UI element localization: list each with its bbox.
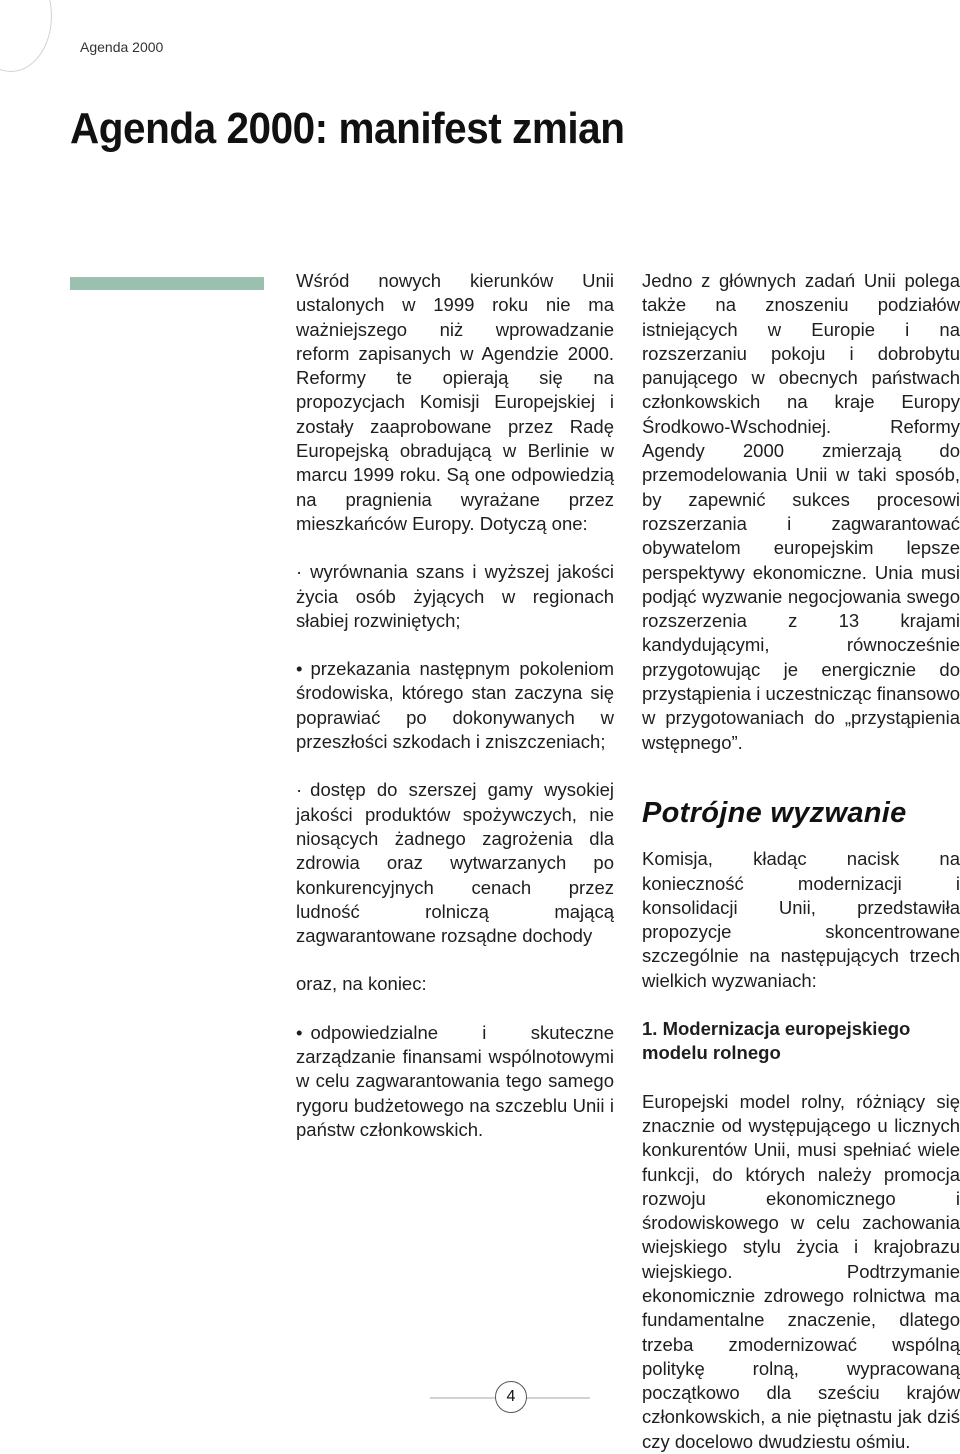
section-intro: Komisja, kładąc nacisk na konieczność modernizacji i konsolidacji Unii, przedstawiła propozycje skoncentrowane szczególnie na następujących trzech wielkich wyzwaniach: (642, 848, 960, 991)
bullet-item: · dostęp do szerszej gamy wysokiej jakości produktów spożywczych, nie niosących żadnego zagrożenia dla zdrowia oraz wytwarzanych po konkurencyjnych cenach przez ludność rolniczą mającą zagwarantowane rozsądne dochody (296, 779, 614, 947)
intro-paragraph: Wśród nowych kierunków Unii ustalonych w 1999 roku nie ma ważniejszego niż wprowadzanie reform zapisanych w Agendzie 2000. Reformy te opierają się na propozycjach Komisji Europejskiej i zostały zaaprobowane przez Radę Europejską obradującą w Berlinie w marcu 1999 roku. Są one odpowiedzią na pragnienia wyrażane przez mieszkańców Europy. Dotyczą one: (296, 270, 614, 534)
bullet-item: • przekazania następnym pokoleniom środowiska, którego stan zaczyna się poprawiać po dokonywanych w przeszłości szkodach i zniszczeniach; (296, 658, 614, 753)
bullet-item: · wyrównania szans i wyższej jakości życia osób żyjących w regionach słabiej rozwiniętych; (296, 561, 614, 631)
subheading: 1. Modernizacja europejskiego modelu rolnego (642, 1018, 911, 1064)
page-title: Agenda 2000: manifest zmian (70, 104, 625, 153)
running-header: Agenda 2000 (80, 39, 164, 55)
bullet-dot-icon: • (296, 658, 303, 680)
right-column (642, 269, 960, 1454)
accent-bar (70, 277, 264, 290)
section-heading: Potrójne wyzwanie (642, 796, 907, 829)
connector-text: oraz, na koniec: (296, 973, 427, 995)
bullet-dot-icon: · (296, 561, 303, 583)
bullet-dot-icon: • (296, 1021, 303, 1043)
left-column (296, 269, 614, 1142)
bullet-dot-icon: · (296, 779, 303, 801)
corner-decoration-arc (0, 0, 52, 72)
enlargement-paragraph: Jedno z głównych zadań Unii polega także na znoszeniu podziałów istniejących w Europie i na rozszerzaniu pokoju i dobrobytu panującego w obecnych państwach członkowskich na kraje Europy Środkowo-Wschodniej. Reformy Agendy 2000 zmierzają do przemodelowania Unii w taki sposób, by zapewnić sukces procesowi rozszerzania i zagwarantować obywatelom europejskim lepsze perspektywy ekonomiczne. Unia musi podjąć wyzwanie negocjowania swego rozszerzenia z 13 krajami kandydującymi, równocześnie przygotowując je energicznie do przystąpienia i uczestnicząc finansowo w przygotowaniach do „przystąpienia wstępnego”. (642, 270, 960, 753)
subsection-body: Europejski model rolny, różniący się znacznie od występującego u licznych konkurentów Unii, musi spełniać wiele funkcji, do których należy promocja rozwoju ekonomicznego i środowiskowego w celu zachowania wiejskiego stylu życia i krajobrazu wiejskiego. Podtrzymanie ekonomicznie zdrowego rolnictwa ma fundamentalne znaczenie, dlatego trzeba zmodernizować wspólną politykę rolną, wypracowaną początkowo dla sześciu krajów członkowskich, a nie piętnastu jak dziś czy docelowo dwudziestu ośmiu. (642, 1090, 960, 1452)
bullet-item: • odpowiedzialne i skuteczne zarządzanie finansami wspólnotowymi w celu zagwarantowania tego samego rygoru budżetowego na szczeblu Unii i państw członkowskich. (296, 1021, 614, 1140)
page-number: 4 (495, 1381, 527, 1413)
